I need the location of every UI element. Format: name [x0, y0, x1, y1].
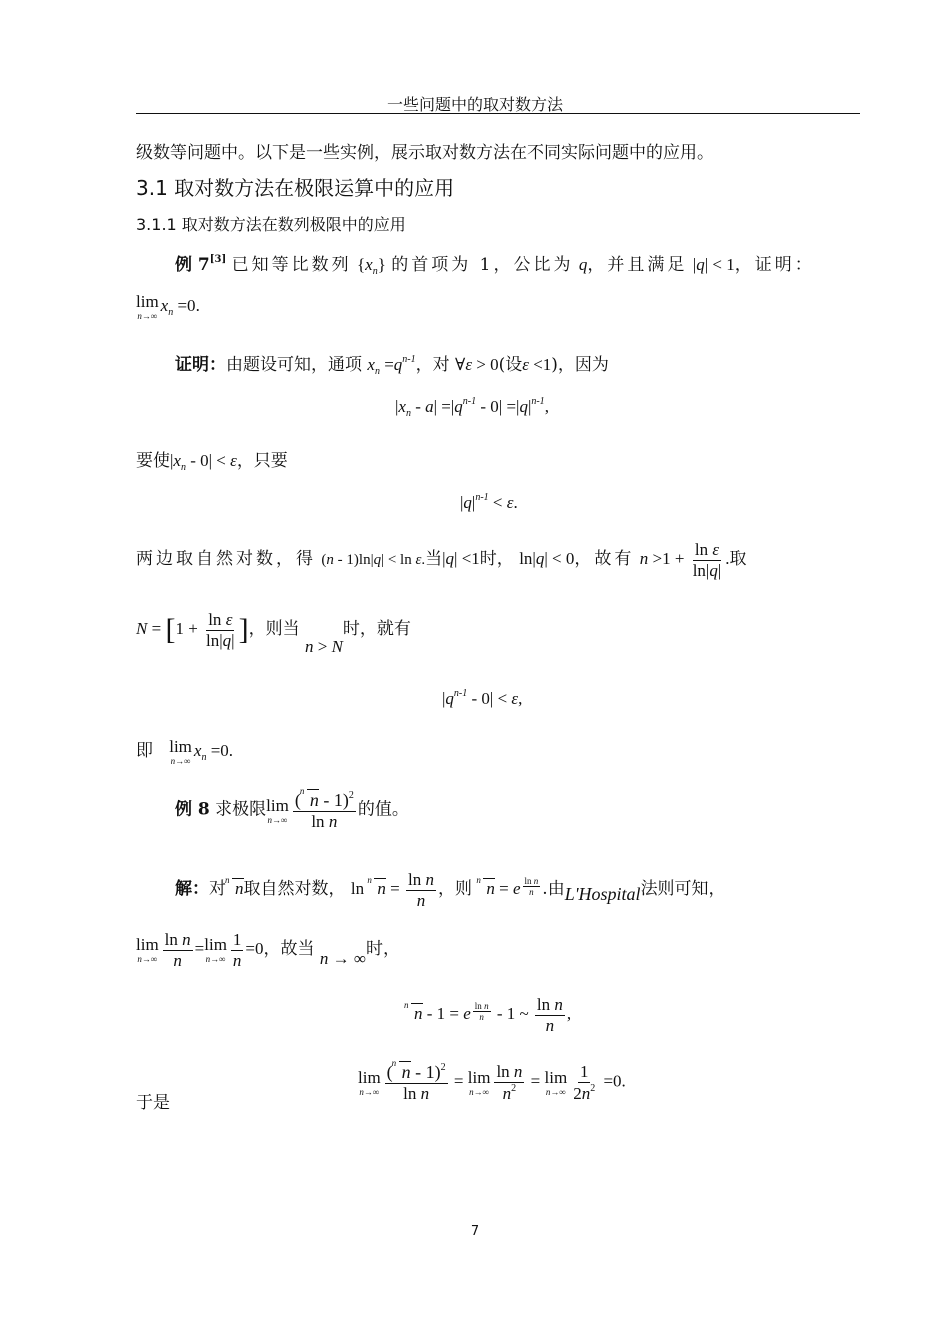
- proof-text: ，只要: [236, 451, 288, 471]
- subsection-heading: 3.1.1 取对数方法在数列极限中的应用: [136, 215, 406, 234]
- proof-text: )，因为: [551, 355, 609, 375]
- proof-line1: [175, 350, 609, 377]
- math-log-ineq: (n - 1)ln|q| < ln ε.: [321, 551, 426, 568]
- math-limit-xn: lim n→∞ $x_n =0$.: [169, 737, 234, 767]
- proof-text: ，故有: [574, 548, 635, 569]
- math-root-exp: n n = e $\frac{\text{ln n}}{n}$: [476, 874, 539, 898]
- example7-text: ，证明：: [734, 255, 815, 275]
- example7-label: 例 7: [175, 255, 210, 275]
- example7-text: ，并且满足: [587, 255, 688, 275]
- math-n-gt-N: n > N: [304, 636, 343, 656]
- proof-line4: [136, 610, 411, 656]
- example7-text: 已知等比数列: [231, 255, 352, 275]
- math-eps-lt-1: ε: [522, 355, 529, 374]
- math-seq: $\{x_n\}$: [356, 255, 386, 277]
- math-ln-root: ln n n = $\frac{\text{ln n}}{n}$: [350, 870, 434, 910]
- proof-text: 取: [729, 548, 747, 569]
- proof-text: 由题设可知，通项: [226, 355, 362, 375]
- proof-text: 两边取自然对数，得: [136, 548, 316, 569]
- proof-line5: [136, 736, 233, 766]
- proof-label: 证明：: [175, 355, 226, 375]
- proof-line2: [136, 446, 288, 473]
- math-abs-q-lt-1: |q| < 1: [692, 255, 735, 274]
- proof-text: ，则当: [248, 618, 300, 639]
- solution-line1: 解：对 n n取自然对数， ln n n = $\frac{\text{ln n}}{n}$ ，则 n n = e $\frac{\text{ln n}}{n}$ .由L'Hospital法则可知，: [175, 870, 726, 910]
- solution-text: 取自然对数，: [243, 878, 346, 899]
- equation-1: $|x_n - a| =|q^{n-1} - 0| =|q|^{n-1}$,: [395, 396, 549, 419]
- example8-text: 求极限: [215, 799, 267, 820]
- intro-line: 级数等问题中。以下是一些实例，展示取对数方法在不同实际问题中的应用。: [136, 143, 714, 163]
- example8-text: 的值。: [357, 799, 409, 820]
- proof-text: 要使: [136, 451, 170, 471]
- equation-5: lim n→∞ ( n n - 1)$^2$ ln n = lim n→∞ $\frac{\text{ln n}}{n^2}$ = lim n→∞ $\frac{1}{2n^2}$ =0.: [358, 1058, 626, 1103]
- math-root-n: n n: [225, 874, 244, 898]
- math-n-to-inf: n → ∞: [319, 948, 367, 968]
- proof-text: 当: [425, 548, 443, 569]
- math-lnq-lt-0: ln|q| < 0: [519, 548, 575, 568]
- solution-text: ，故当: [263, 938, 315, 959]
- math-lt-1: <1: [528, 355, 552, 374]
- equation-2: $|q|^{n-1} < \varepsilon$.: [460, 492, 518, 512]
- proof-text: 即: [136, 741, 153, 761]
- math-q: q: [578, 255, 588, 274]
- solution-label: 解：: [175, 878, 209, 899]
- proof-text: ，对 ∀: [415, 355, 466, 375]
- math-N-def: N = [1 + $\frac{\text{ln ε}}{\ln|q|}$ ]: [136, 610, 249, 650]
- math-abs-q-lt-1: |q| <1: [442, 548, 480, 568]
- math-limit-xn: lim n→∞ $x_n =0$.: [136, 292, 200, 321]
- math-xn-lt-eps: $|x_n - 0| < \varepsilon$: [170, 451, 237, 473]
- solution-text: ，则: [437, 878, 472, 899]
- math-limit-root: lim n→∞ ( n n - 1)$^2$ ln n: [266, 786, 354, 831]
- proof-text: (设: [498, 355, 523, 375]
- example7-text: 的首项为 1，公比为: [391, 255, 574, 275]
- rule-name: L'Hospital: [564, 883, 641, 904]
- math-n-gt: n >1 + $\frac{\text{ln ε}}{\ln|q|}$ .: [639, 540, 730, 580]
- page-number: 7: [470, 1224, 480, 1239]
- section-heading: 3.1 取对数方法在极限运算中的应用: [136, 176, 455, 200]
- proof-text: 时，就有: [342, 618, 411, 639]
- example7-ref: [3]: [209, 254, 227, 265]
- example8-label: 例 8: [175, 799, 210, 820]
- solution-text: 由: [547, 878, 565, 899]
- proof-text: 时，: [479, 548, 514, 569]
- example7-line: [175, 250, 815, 277]
- math-lim-ln-n: lim n→∞ $\frac{\text{ln n}}{n}$ = lim n→∞ $\frac{1}{n}$ =0: [136, 930, 264, 970]
- proof-line3: [136, 540, 746, 580]
- math-eps-gt-0: ε > 0: [465, 355, 499, 374]
- equation-3: $|q^{n-1} - 0| < \varepsilon$,: [442, 688, 523, 708]
- solution-text: 法则可知，: [640, 878, 726, 899]
- running-header: 一些问题中的取对数方法: [386, 95, 563, 114]
- solution-text: 时，: [366, 938, 401, 959]
- header-rule: [136, 113, 860, 114]
- example8-line: [175, 786, 409, 831]
- equation-4: n n - 1 = e $\frac{\text{ln n}}{n}$ - 1 ~ $\frac{\text{ln n}}{n}$ ,: [404, 995, 572, 1035]
- solution-text: 对: [209, 878, 226, 899]
- math-xn-eq: $x_n =q^{n-1}$: [367, 354, 416, 377]
- solution-line2: [136, 930, 400, 970]
- solution-so-label: 于是: [136, 1093, 170, 1113]
